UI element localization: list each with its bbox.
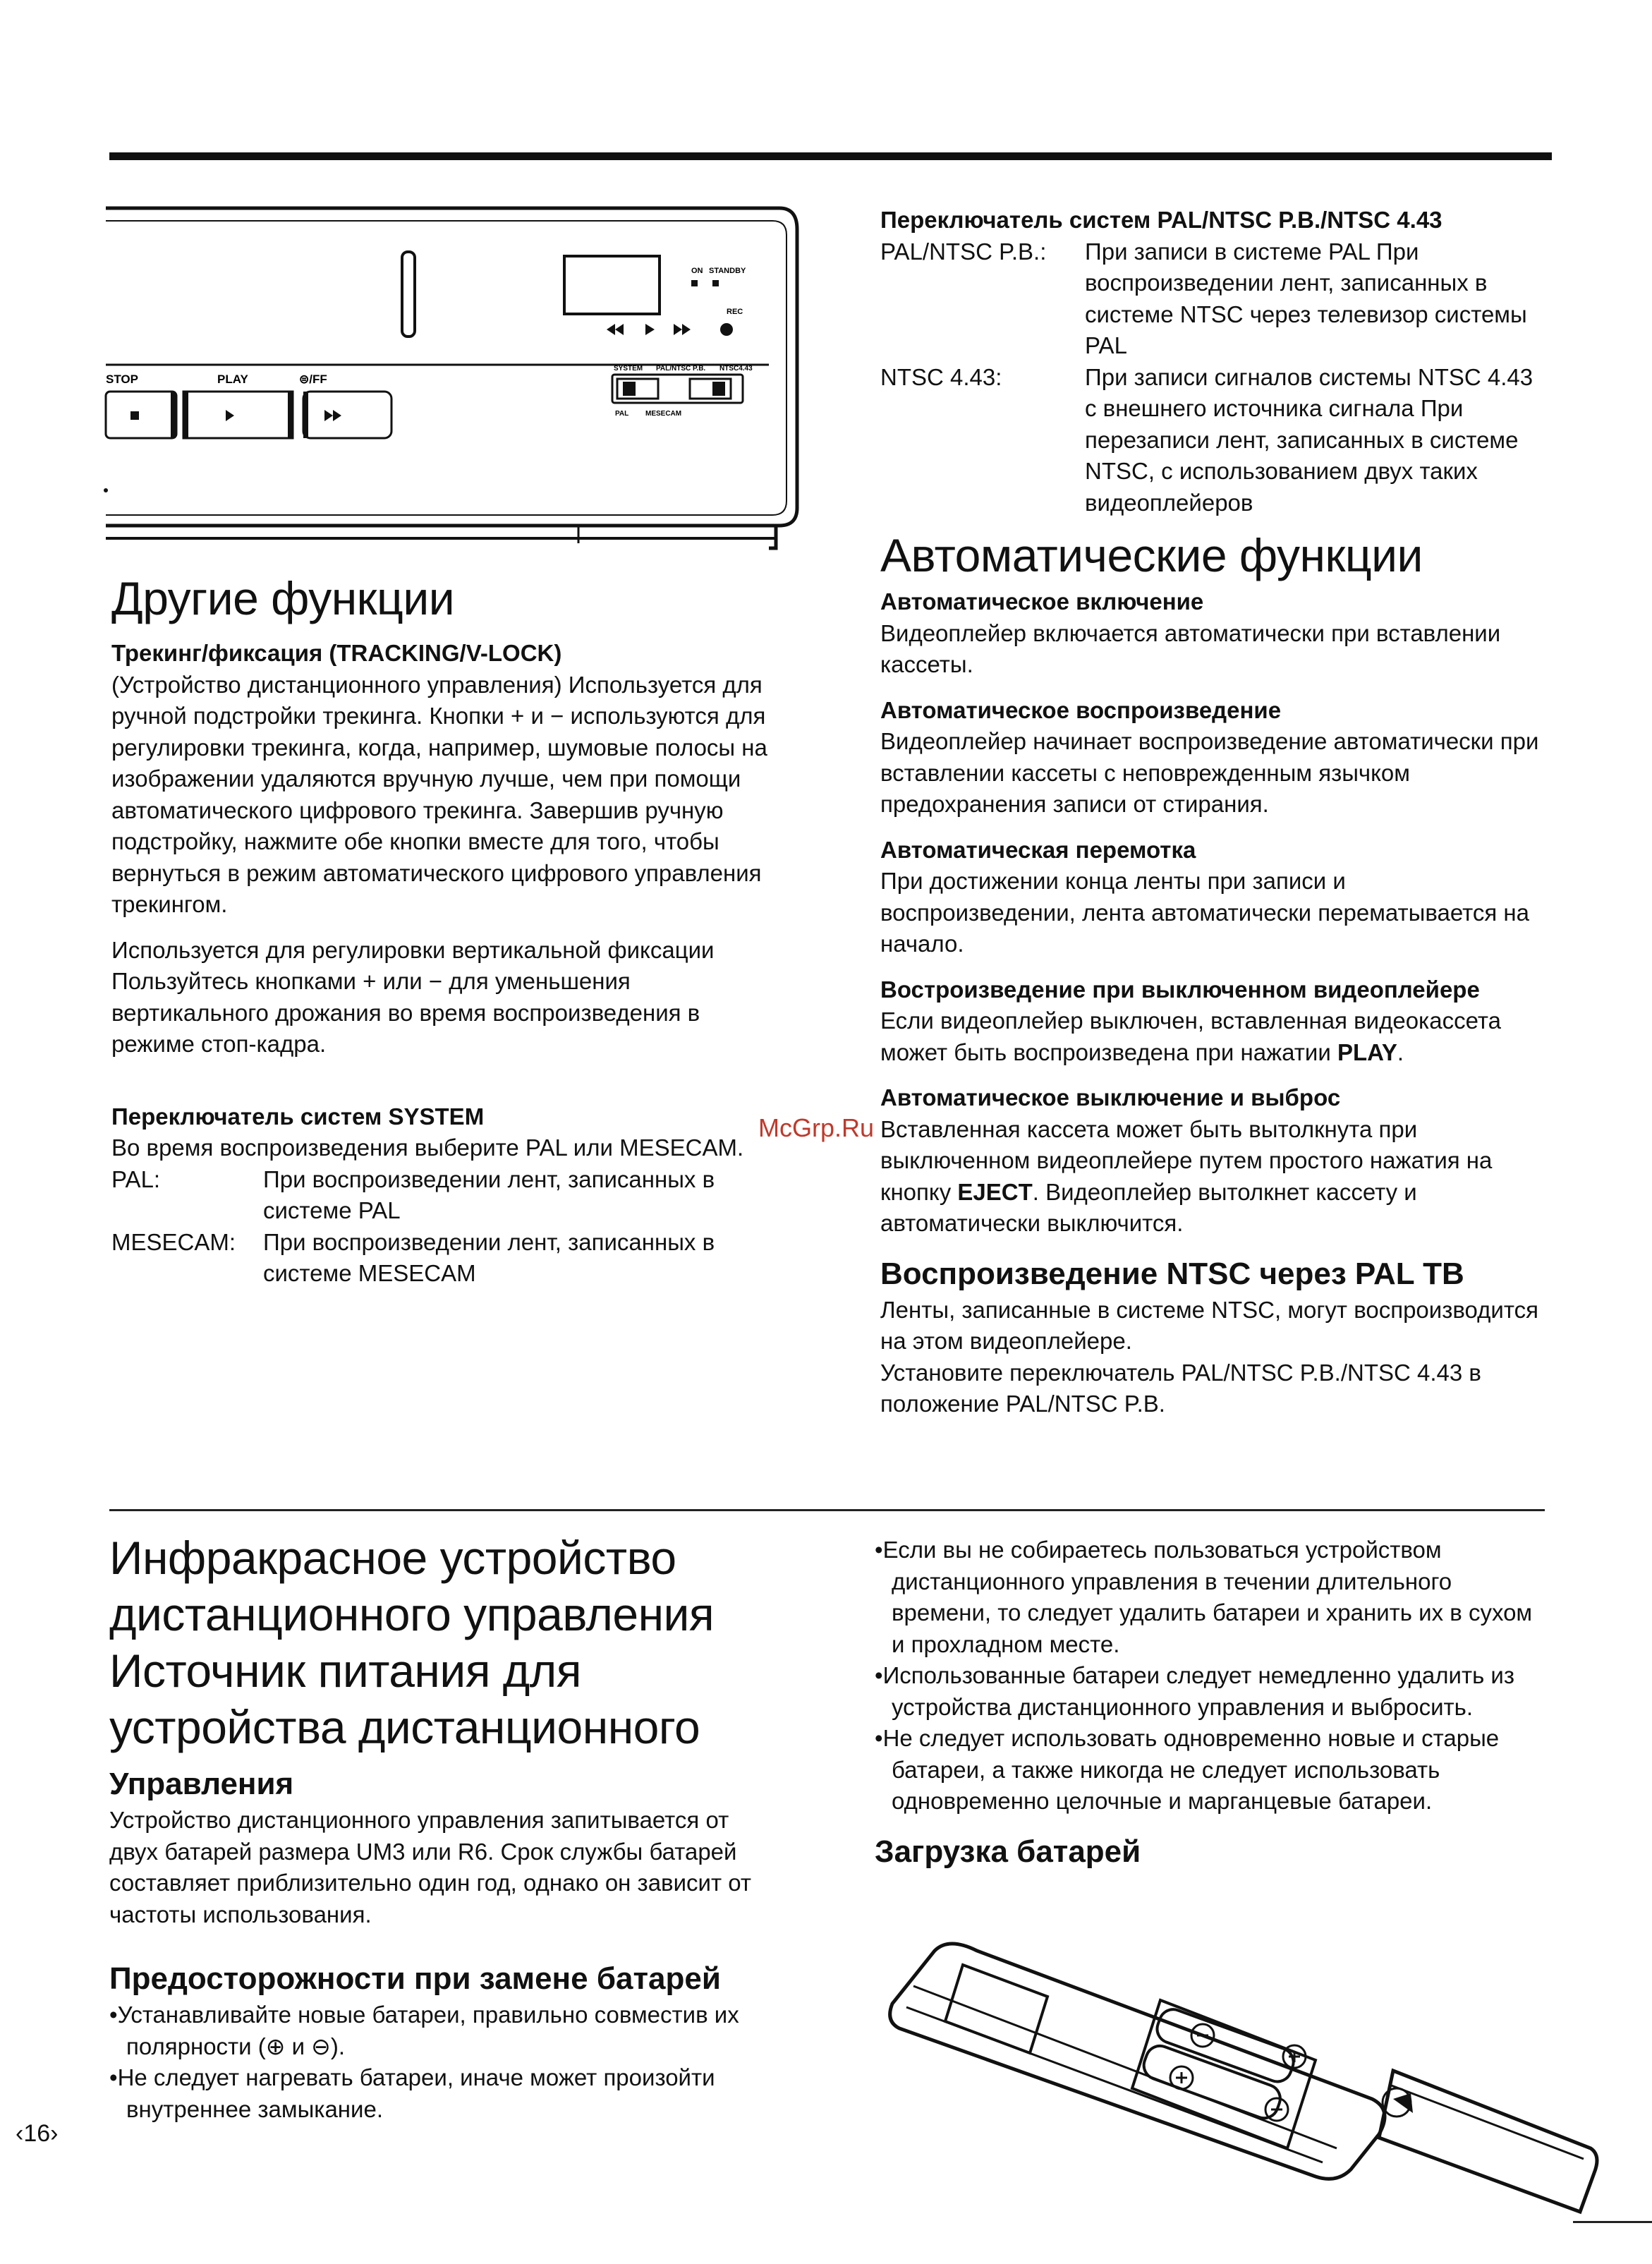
bottom-rule (1573, 2221, 1652, 2223)
ntsc-text-1: Ленты, записанные в системе NTSC, могут воспроизводится на этом видеоплейере. (880, 1296, 1538, 1354)
tracking-title: Трекинг/фиксация (TRACKING/V-LOCK) (111, 640, 562, 666)
eject-key: EJECT (957, 1178, 1033, 1205)
ntsc-text-2: Установите переключатель PAL/NTSC P.B./NTSC 4.43 в положение PAL/NTSC P.B. (880, 1359, 1481, 1417)
auto-functions-title: Автоматические функции (880, 529, 1423, 581)
ntsc443-desc: При записи сигналов системы NTSC 4.43 с внешнего источника сигнала При перезаписи лент, записанных в системе NTSC, с использованием двух таких видеоплейеров (1085, 363, 1533, 516)
eject-text-1: Вставленная кассета может быть вытолкнута при выключенном видеоплейере путем простого нажатия на кнопку (880, 1115, 1493, 1205)
precaution-item: •Не следует нагревать батареи, иначе может произойти внутреннее замыкание. (109, 2064, 715, 2122)
vlock-text-1: Используется для регулировки вертикальной фиксации (111, 936, 715, 963)
standby-label: STANDBY (709, 267, 746, 275)
auto-rewind-text: При достижении конца ленты при записи и воспроизведении, лента автоматически перематывается на начало. (880, 868, 1529, 957)
other-functions-title: Другие функции (111, 572, 455, 624)
play-label: PLAY (217, 373, 248, 386)
ff-label: ⊜/FF (299, 373, 327, 386)
auto-on-text: Видеоплейер включается автоматически при вставлении кассеты. (880, 619, 1501, 677)
remote-title-line: Инфракрасное устройство (109, 1532, 676, 1584)
section-divider (109, 1509, 1545, 1511)
top-rule (109, 152, 1552, 160)
precaution-item: •Использованные батареи следует немедленно удалить из устройства дистанционного управления и выбросить. (875, 1662, 1514, 1720)
precaution-text: Если вы не собираетесь пользоваться устройством дистанционного управления в течении длительного времени, то следует удалить батареи и хранить их в сухом и прохладном месте. (882, 1537, 1533, 1657)
pal-ntsc-term: PAL/NTSC P.B.: (880, 238, 1047, 265)
precaution-item: •Если вы не собираетесь пользоваться устройством дистанционного управления в течении длительного времени, то следует удалить батареи и хранить их в сухом и прохладном месте. (875, 1537, 1533, 1657)
battery-loading-title: Загрузка батарей (875, 1834, 1141, 1869)
stop-label: STOP (106, 373, 138, 386)
pal-ntsc-desc: При записи в системе PAL При воспроизведении лент, записанных в системе NTSC через телевизор системы PAL (1085, 238, 1527, 358)
system-desc: При воспроизведении лент, записанных в системе MESECAM (263, 1228, 715, 1286)
auto-rewind-title: Автоматическая перемотка (880, 836, 1196, 863)
eject-title: Автоматическое выключение и выброс (880, 1084, 1341, 1110)
system-label: SYSTEM (614, 365, 643, 373)
system-desc: При воспроизведении лент, записанных в системе PAL (263, 1166, 715, 1223)
auto-play-title: Автоматическое воспроизведение (880, 696, 1282, 723)
pal-ntsc-definitions (880, 236, 1540, 519)
auto-play-text: Видеоплейер начинает воспроизведение автоматически при вставлении кассеты с неповрежденным язычком предохранения записи от стирания. (880, 728, 1539, 817)
precaution-item: •Устанавливайте новые батареи, правильно совместив их полярности (⊕ и ⊖). (109, 2002, 739, 2059)
precaution-text: Не следует использовать одновременно новые и старые батареи, а также никогда не следует использовать одновременно целочные и марганцевые батареи. (882, 1725, 1500, 1814)
play-off-text: Если видеоплейер выключен, вставленная видеокассета может быть воспроизведена при нажатии (880, 1007, 1501, 1065)
precaution-text: Использованные батареи следует немедленно удалить из устройства дистанционного управления и выбросить. (882, 1662, 1514, 1720)
precaution-text: Не следует нагревать батареи, иначе может произойти внутреннее замыкание. (117, 2064, 715, 2122)
system-switch-title: Переключатель систем SYSTEM (111, 1103, 485, 1130)
pal-ntsc-switch-title: Переключатель систем PAL/NTSC P.B./NTSC 4.43 (880, 207, 1443, 233)
auto-on-title: Автоматическое включение (880, 588, 1204, 615)
system-term: MESECAM: (111, 1228, 236, 1255)
remote-title-line: устройства дистанционного (109, 1701, 700, 1753)
precautions-title: Предосторожности при замене батарей (109, 1961, 721, 1996)
play-off-title: Вострoизведение при выключенном видеоплейере (880, 976, 1480, 1003)
remote-control-section (109, 1530, 776, 2125)
rec-label: REC (727, 308, 743, 316)
tracking-text: (Устройство дистанционного управления) Используется для ручной подстройки трекинга. Кнопки + и − используются для регулировки трекинга, когда, например, шумовые полосы на изображении удаляются вручную лучше, чем при помощи автоматического цифрового трекинга. Завершив ручную подстройку, нажмите обе кнопки вместе для того, чтобы вернуться в режим автоматического цифрового управления трекингом. (111, 671, 767, 917)
pal-label: PAL (615, 410, 629, 418)
remote-subtitle: Управления (109, 1767, 294, 1801)
ntsc443-term: NTSC 4.43: (880, 363, 1002, 390)
power-text: Устройство дистанционного управления запитывается от двух батарей размера UM3 или R6. Срок службы батарей составляет приблизительно один год, однако он зависит от частоты использования. (109, 1807, 751, 1927)
play-off-paragraph: Если видеоплейер выключен, вставленная видеокассета может быть воспроизведена при нажатии PLAY. (880, 1007, 1501, 1065)
system-switch-text: Во время воспроизведения выберите PAL или MESECAM. (111, 1134, 744, 1161)
mesecam-label: MESECAM (645, 410, 682, 418)
palntsc-label: PAL/NTSC P.B. (656, 365, 706, 373)
precaution-text: Устанавливайте новые батареи, правильно совместив их полярности (⊕ и ⊖). (117, 2002, 739, 2059)
other-functions-section (111, 570, 775, 1290)
play-key: PLAY (1337, 1039, 1397, 1065)
battery-precautions-section (875, 1534, 1538, 1872)
eject-paragraph (880, 1114, 1540, 1240)
on-label: ON (691, 267, 703, 275)
remote-title-line: Источник питания для (109, 1645, 582, 1697)
page-number: ‹16› (16, 2120, 59, 2147)
ntsc-playback-title: Воспроизведение NTSC через PAL ТВ (880, 1256, 1464, 1291)
remote-title-line: дистанционного управления (109, 1588, 715, 1640)
vlock-text-2: Пользуйтесь кнопками + или − для уменьшения вертикального дрожания во время воспроизведения в режиме стоп-кадра. (111, 968, 700, 1057)
eject-text-2: . Видеоплейер вытолкнет кассету и автоматически выключится. (880, 1178, 1417, 1236)
right-top-section (880, 205, 1540, 1420)
system-definitions (111, 1164, 775, 1290)
precaution-item: •Не следует использовать одновременно новые и старые батареи, а также никогда не следует использовать одновременно целочные и марганцевые батареи. (875, 1725, 1500, 1814)
system-term: PAL: (111, 1166, 161, 1192)
ntsc443-label: NTSC4.43 (719, 365, 753, 373)
watermark: McGrp.Ru (758, 1113, 875, 1142)
remote-battery-illustration (885, 1937, 1605, 2219)
vcr-panel-illustration (106, 201, 804, 568)
